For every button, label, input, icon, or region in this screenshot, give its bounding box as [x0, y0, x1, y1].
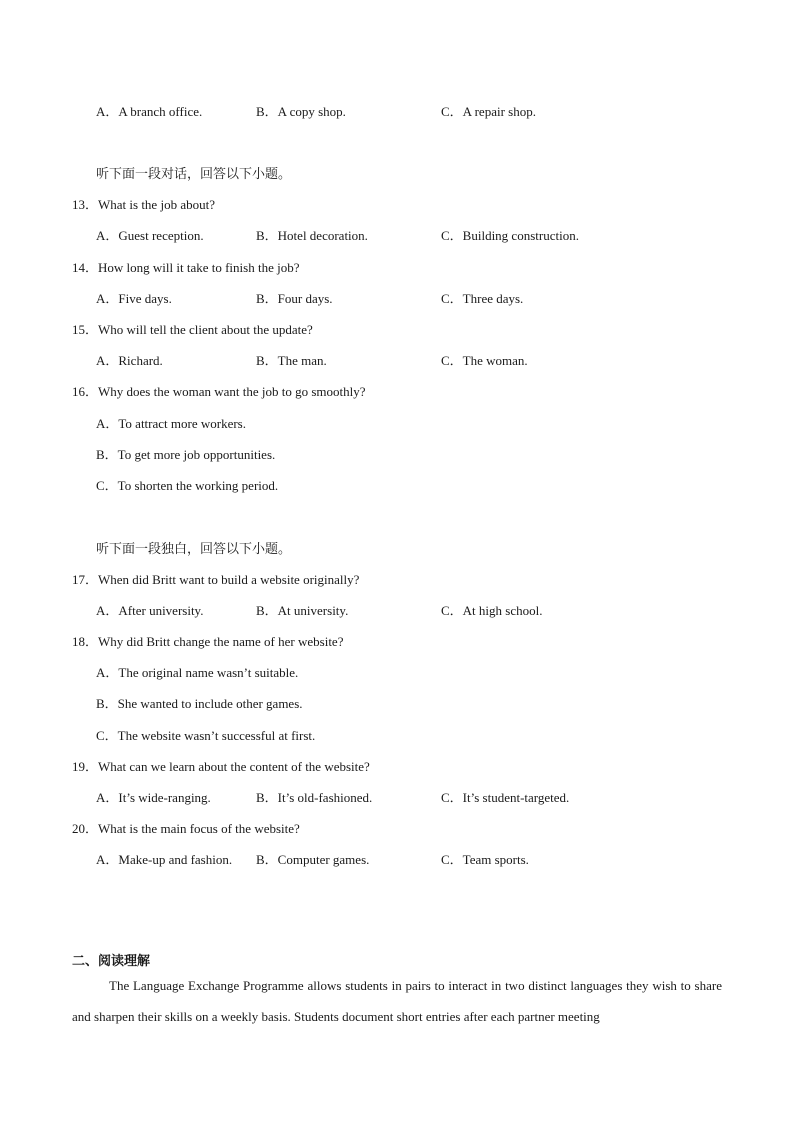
q20-option-a: A．Make-up and fashion. — [96, 852, 233, 867]
q14-option-a: A．Five days. — [96, 291, 172, 306]
question-15: 15．Who will tell the client about the update? — [72, 322, 313, 337]
q17-option-b: B．At university. — [256, 603, 349, 618]
q13-option-b: B．Hotel decoration. — [256, 228, 368, 243]
q17-option-a: A．After university. — [96, 603, 204, 618]
question-16: 16．Why does the woman want the job to go smoothly? — [72, 384, 366, 399]
question-19: 19．What can we learn about the content of the website? — [72, 759, 370, 774]
q18-option-b: B．She wanted to include other games. — [96, 696, 303, 711]
q19-option-a: A．It’s wide-ranging. — [96, 790, 211, 805]
question-20: 20．What is the main focus of the website? — [72, 821, 300, 836]
q12-option-b: B．A copy shop. — [256, 104, 346, 119]
dialogue-intro: 听下面一段对话，回答以下小题。 — [96, 166, 292, 181]
question-17: 17．When did Britt want to build a website originally? — [72, 572, 360, 587]
q17-option-c: C．At high school. — [441, 603, 543, 618]
q19-option-b: B．It’s old-fashioned. — [256, 790, 373, 805]
q12-option-a: A．A branch office. — [96, 104, 203, 119]
q15-option-a: A．Richard. — [96, 353, 163, 368]
q13-option-a: A．Guest reception. — [96, 228, 204, 243]
q14-option-c: C．Three days. — [441, 291, 524, 306]
q15-option-c: C．The woman. — [441, 353, 528, 368]
q16-option-b: B．To get more job opportunities. — [96, 447, 276, 462]
question-18: 18．Why did Britt change the name of her website? — [72, 634, 344, 649]
q14-option-b: B．Four days. — [256, 291, 333, 306]
q15-option-b: B．The man. — [256, 353, 327, 368]
passage-text: The Language Exchange Programme allows students in pairs to interact in two distinct languages they wish to share and sharpen their skills on a weekly basis. Students document short entries after each partner meeting — [72, 978, 722, 1024]
q18-option-a: A．The original name wasn’t suitable. — [96, 665, 299, 680]
q20-option-c: C．Team sports. — [441, 852, 529, 867]
q16-option-c: C．To shorten the working period. — [96, 478, 279, 493]
q18-option-c: C．The website wasn’t successful at first. — [96, 728, 316, 743]
monologue-intro: 听下面一段独白，回答以下小题。 — [96, 541, 292, 556]
q20-option-b: B．Computer games. — [256, 852, 370, 867]
q16-option-a: A．To attract more workers. — [96, 416, 246, 431]
section-title: 二、阅读理解 — [72, 953, 151, 968]
q19-option-c: C．It’s student-targeted. — [441, 790, 570, 805]
q12-option-c: C．A repair shop. — [441, 104, 536, 119]
q13-option-c: C．Building construction. — [441, 228, 579, 243]
question-13: 13．What is the job about? — [72, 197, 215, 212]
reading-passage — [72, 970, 722, 1032]
question-14: 14．How long will it take to finish the job? — [72, 260, 300, 275]
